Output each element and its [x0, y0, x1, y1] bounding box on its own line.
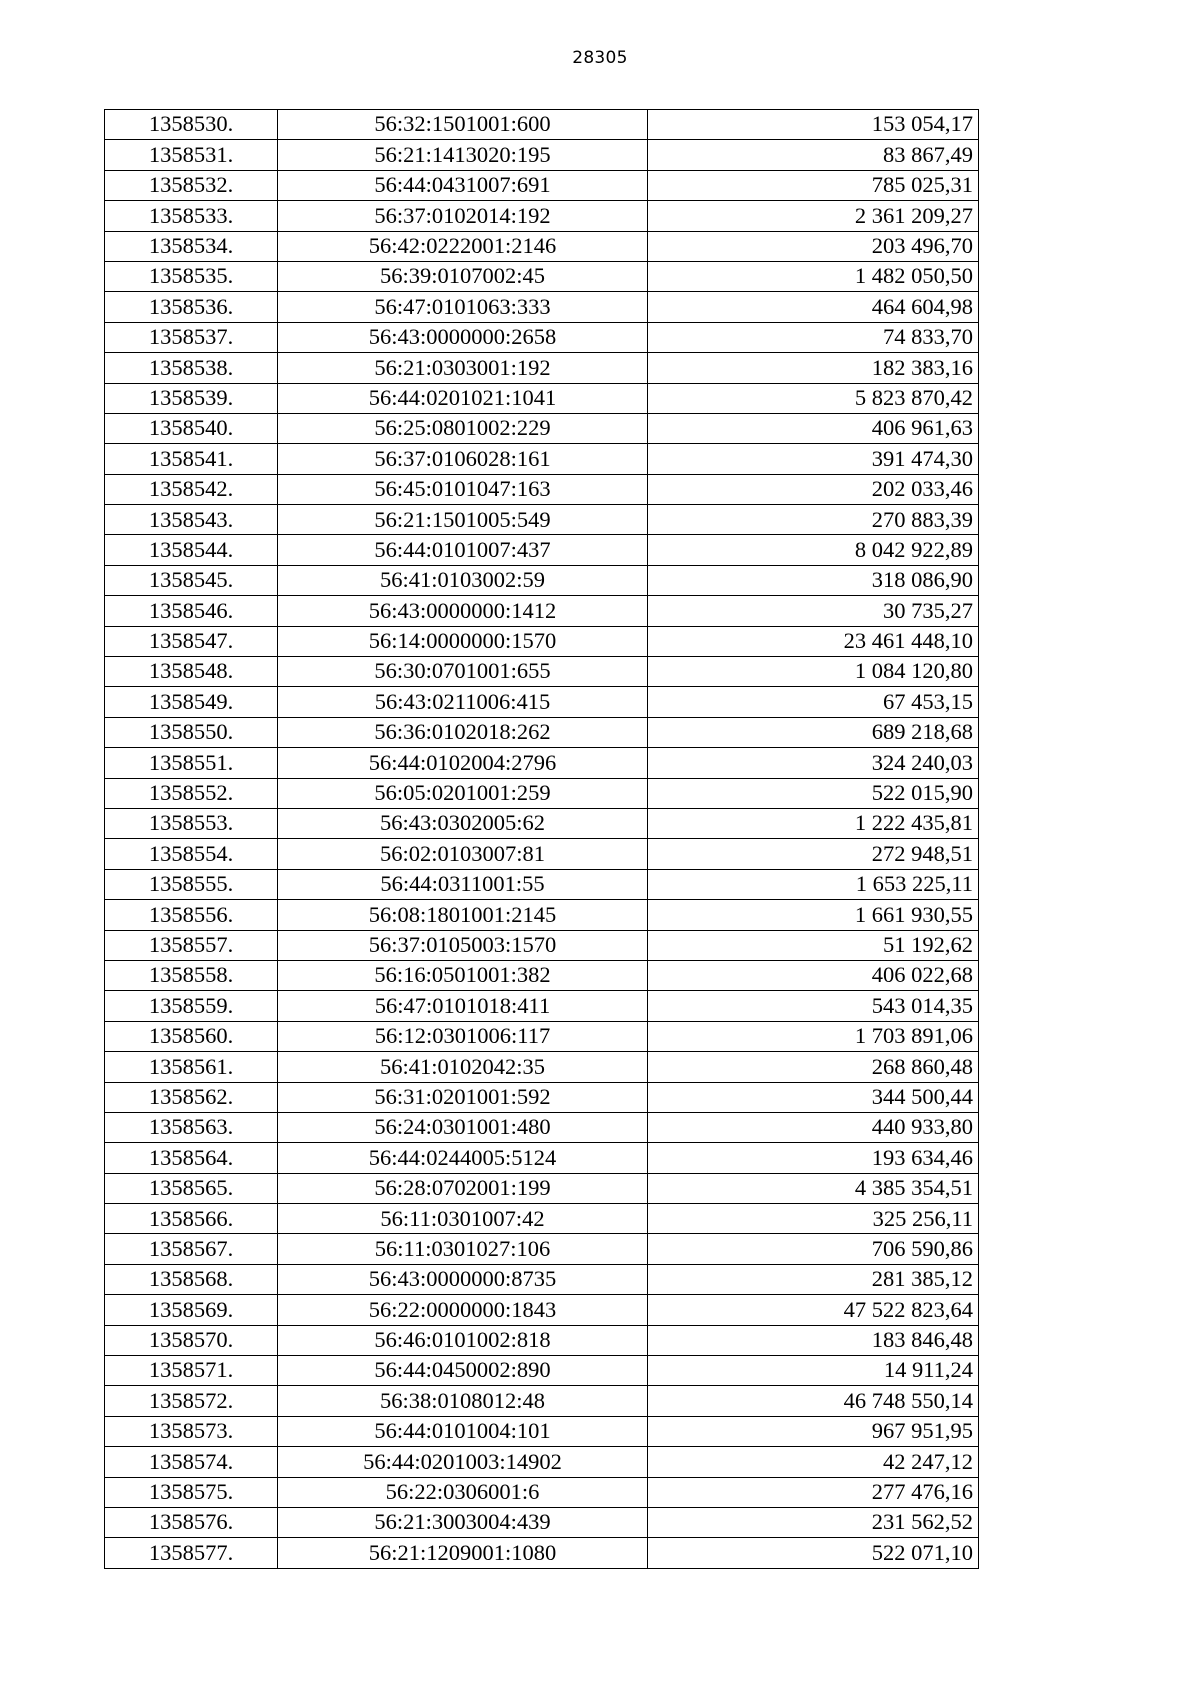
cadastral-value-cell: 706 590,86 — [648, 1234, 979, 1264]
table-row — [105, 1234, 979, 1264]
table-row — [105, 565, 979, 595]
row-number-cell: 1358546. — [105, 596, 278, 626]
cadastral-number-cell: 56:14:0000000:1570 — [278, 626, 648, 656]
cadastral-number-cell: 56:21:1209001:1080 — [278, 1538, 648, 1568]
cadastral-number-cell: 56:32:1501001:600 — [278, 110, 648, 140]
row-number-cell: 1358576. — [105, 1507, 278, 1537]
cadastral-value-cell: 522 015,90 — [648, 778, 979, 808]
row-number-cell: 1358545. — [105, 565, 278, 595]
cadastral-number-cell: 56:11:0301007:42 — [278, 1204, 648, 1234]
cadastral-value-cell: 689 218,68 — [648, 717, 979, 747]
row-number-cell: 1358533. — [105, 201, 278, 231]
row-number-cell: 1358571. — [105, 1356, 278, 1386]
row-number-cell: 1358563. — [105, 1112, 278, 1142]
row-number-cell: 1358573. — [105, 1416, 278, 1446]
row-number-cell: 1358554. — [105, 839, 278, 869]
row-number-cell: 1358536. — [105, 292, 278, 322]
cadastral-number-cell: 56:46:0101002:818 — [278, 1325, 648, 1355]
cadastral-value-cell: 406 022,68 — [648, 960, 979, 990]
cadastral-number-cell: 56:38:0108012:48 — [278, 1386, 648, 1416]
table-row — [105, 413, 979, 443]
cadastral-value-cell: 203 496,70 — [648, 231, 979, 261]
cadastral-number-cell: 56:31:0201001:592 — [278, 1082, 648, 1112]
table-row — [105, 1264, 979, 1294]
row-number-cell: 1358559. — [105, 991, 278, 1021]
row-number-cell: 1358532. — [105, 170, 278, 200]
cadastral-value-cell: 46 748 550,14 — [648, 1386, 979, 1416]
table-row — [105, 900, 979, 930]
table-row — [105, 1477, 979, 1507]
row-number-cell: 1358540. — [105, 413, 278, 443]
row-number-cell: 1358562. — [105, 1082, 278, 1112]
cadastral-number-cell: 56:44:0201021:1041 — [278, 383, 648, 413]
cadastral-number-cell: 56:44:0101004:101 — [278, 1416, 648, 1446]
cadastral-value-cell: 344 500,44 — [648, 1082, 979, 1112]
cadastral-number-cell: 56:43:0000000:1412 — [278, 596, 648, 626]
table-row — [105, 626, 979, 656]
row-number-cell: 1358569. — [105, 1295, 278, 1325]
cadastral-value-cell: 2 361 209,27 — [648, 201, 979, 231]
row-number-cell: 1358531. — [105, 140, 278, 170]
row-number-cell: 1358541. — [105, 444, 278, 474]
cadastral-number-cell: 56:05:0201001:259 — [278, 778, 648, 808]
row-number-cell: 1358574. — [105, 1447, 278, 1477]
cadastral-value-cell: 67 453,15 — [648, 687, 979, 717]
row-number-cell: 1358530. — [105, 110, 278, 140]
row-number-cell: 1358547. — [105, 626, 278, 656]
row-number-cell: 1358556. — [105, 900, 278, 930]
row-number-cell: 1358544. — [105, 535, 278, 565]
table-row — [105, 869, 979, 899]
cadastral-number-cell: 56:41:0102042:35 — [278, 1052, 648, 1082]
cadastral-number-cell: 56:21:1413020:195 — [278, 140, 648, 170]
row-number-cell: 1358535. — [105, 261, 278, 291]
cadastral-value-cell: 543 014,35 — [648, 991, 979, 1021]
table-row — [105, 1416, 979, 1446]
row-number-cell: 1358577. — [105, 1538, 278, 1568]
cadastral-value-cell: 51 192,62 — [648, 930, 979, 960]
cadastral-number-cell: 56:37:0106028:161 — [278, 444, 648, 474]
cadastral-number-cell: 56:30:0701001:655 — [278, 657, 648, 687]
cadastral-value-cell: 281 385,12 — [648, 1264, 979, 1294]
cadastral-number-cell: 56:43:0211006:415 — [278, 687, 648, 717]
table-row — [105, 1021, 979, 1051]
cadastral-number-cell: 56:45:0101047:163 — [278, 474, 648, 504]
table-row — [105, 201, 979, 231]
row-number-cell: 1358564. — [105, 1143, 278, 1173]
cadastral-value-cell: 231 562,52 — [648, 1507, 979, 1537]
table-row — [105, 991, 979, 1021]
cadastral-number-cell: 56:37:0105003:1570 — [278, 930, 648, 960]
row-number-cell: 1358567. — [105, 1234, 278, 1264]
table-row — [105, 1204, 979, 1234]
table-row — [105, 292, 979, 322]
row-number-cell: 1358570. — [105, 1325, 278, 1355]
cadastral-number-cell: 56:36:0102018:262 — [278, 717, 648, 747]
row-number-cell: 1358550. — [105, 717, 278, 747]
cadastral-number-cell: 56:44:0450002:890 — [278, 1356, 648, 1386]
row-number-cell: 1358534. — [105, 231, 278, 261]
table-row — [105, 778, 979, 808]
row-number-cell: 1358553. — [105, 808, 278, 838]
cadastral-value-cell: 318 086,90 — [648, 565, 979, 595]
table-row — [105, 535, 979, 565]
row-number-cell: 1358551. — [105, 748, 278, 778]
cadastral-value-cell: 1 482 050,50 — [648, 261, 979, 291]
cadastral-value-cell: 270 883,39 — [648, 505, 979, 535]
cadastral-value-cell: 1 222 435,81 — [648, 808, 979, 838]
table-row — [105, 1082, 979, 1112]
table-row — [105, 474, 979, 504]
table-row — [105, 140, 979, 170]
cadastral-number-cell: 56:22:0000000:1843 — [278, 1295, 648, 1325]
cadastral-value-cell: 1 084 120,80 — [648, 657, 979, 687]
row-number-cell: 1358568. — [105, 1264, 278, 1294]
row-number-cell: 1358538. — [105, 353, 278, 383]
cadastral-value-cell: 522 071,10 — [648, 1538, 979, 1568]
table-row — [105, 1325, 979, 1355]
table-row — [105, 748, 979, 778]
row-number-cell: 1358555. — [105, 869, 278, 899]
row-number-cell: 1358542. — [105, 474, 278, 504]
row-number-cell: 1358572. — [105, 1386, 278, 1416]
cadastral-value-cell: 391 474,30 — [648, 444, 979, 474]
table-row — [105, 444, 979, 474]
cadastral-number-cell: 56:21:1501005:549 — [278, 505, 648, 535]
cadastral-number-cell: 56:47:0101063:333 — [278, 292, 648, 322]
row-number-cell: 1358539. — [105, 383, 278, 413]
cadastral-value-cell: 406 961,63 — [648, 413, 979, 443]
row-number-cell: 1358575. — [105, 1477, 278, 1507]
cadastral-value-cell: 277 476,16 — [648, 1477, 979, 1507]
table-row — [105, 353, 979, 383]
row-number-cell: 1358558. — [105, 960, 278, 990]
cadastral-value-cell: 324 240,03 — [648, 748, 979, 778]
cadastral-value-cell: 464 604,98 — [648, 292, 979, 322]
cadastral-value-cell: 1 653 225,11 — [648, 869, 979, 899]
cadastral-number-cell: 56:43:0000000:2658 — [278, 322, 648, 352]
table-row — [105, 110, 979, 140]
table-row — [105, 930, 979, 960]
cadastral-number-cell: 56:43:0302005:62 — [278, 808, 648, 838]
table-row — [105, 1143, 979, 1173]
cadastral-number-cell: 56:16:0501001:382 — [278, 960, 648, 990]
cadastral-value-cell: 5 823 870,42 — [648, 383, 979, 413]
table-row — [105, 839, 979, 869]
cadastral-value-cell: 8 042 922,89 — [648, 535, 979, 565]
cadastral-value-cell: 23 461 448,10 — [648, 626, 979, 656]
table-row — [105, 1507, 979, 1537]
cadastral-number-cell: 56:41:0103002:59 — [278, 565, 648, 595]
row-number-cell: 1358560. — [105, 1021, 278, 1051]
cadastral-number-cell: 56:44:0101007:437 — [278, 535, 648, 565]
cadastral-number-cell: 56:39:0107002:45 — [278, 261, 648, 291]
table-row — [105, 1295, 979, 1325]
cadastral-number-cell: 56:22:0306001:6 — [278, 1477, 648, 1507]
row-number-cell: 1358543. — [105, 505, 278, 535]
table-row — [105, 505, 979, 535]
row-number-cell: 1358552. — [105, 778, 278, 808]
cadastral-number-cell: 56:11:0301027:106 — [278, 1234, 648, 1264]
row-number-cell: 1358565. — [105, 1173, 278, 1203]
cadastral-value-cell: 47 522 823,64 — [648, 1295, 979, 1325]
cadastral-value-cell: 272 948,51 — [648, 839, 979, 869]
cadastral-number-cell: 56:21:3003004:439 — [278, 1507, 648, 1537]
table-row — [105, 1052, 979, 1082]
cadastral-number-cell: 56:44:0102004:2796 — [278, 748, 648, 778]
cadastral-value-cell: 1 703 891,06 — [648, 1021, 979, 1051]
row-number-cell: 1358549. — [105, 687, 278, 717]
cadastral-value-cell: 268 860,48 — [648, 1052, 979, 1082]
table-row — [105, 808, 979, 838]
cadastral-number-cell: 56:08:1801001:2145 — [278, 900, 648, 930]
cadastral-number-cell: 56:24:0301001:480 — [278, 1112, 648, 1142]
table-row — [105, 1173, 979, 1203]
registry-table — [104, 109, 979, 1569]
cadastral-value-cell: 30 735,27 — [648, 596, 979, 626]
cadastral-number-cell: 56:12:0301006:117 — [278, 1021, 648, 1051]
cadastral-value-cell: 14 911,24 — [648, 1356, 979, 1386]
cadastral-value-cell: 153 054,17 — [648, 110, 979, 140]
cadastral-number-cell: 56:37:0102014:192 — [278, 201, 648, 231]
table-row — [105, 1356, 979, 1386]
row-number-cell: 1358566. — [105, 1204, 278, 1234]
table-row — [105, 687, 979, 717]
table-row — [105, 261, 979, 291]
table-row — [105, 960, 979, 990]
cadastral-value-cell: 74 833,70 — [648, 322, 979, 352]
cadastral-number-cell: 56:44:0201003:14902 — [278, 1447, 648, 1477]
table-row — [105, 170, 979, 200]
cadastral-value-cell: 182 383,16 — [648, 353, 979, 383]
cadastral-value-cell: 785 025,31 — [648, 170, 979, 200]
table-row — [105, 1447, 979, 1477]
cadastral-number-cell: 56:44:0431007:691 — [278, 170, 648, 200]
cadastral-value-cell: 325 256,11 — [648, 1204, 979, 1234]
cadastral-value-cell: 193 634,46 — [648, 1143, 979, 1173]
cadastral-number-cell: 56:43:0000000:8735 — [278, 1264, 648, 1294]
table-row — [105, 596, 979, 626]
table-row — [105, 383, 979, 413]
registry-table-body — [105, 110, 979, 1569]
page-number: 28305 — [572, 48, 628, 68]
row-number-cell: 1358548. — [105, 657, 278, 687]
table-row — [105, 657, 979, 687]
table-row — [105, 231, 979, 261]
cadastral-number-cell: 56:28:0702001:199 — [278, 1173, 648, 1203]
table-row — [105, 717, 979, 747]
cadastral-value-cell: 42 247,12 — [648, 1447, 979, 1477]
cadastral-number-cell: 56:25:0801002:229 — [278, 413, 648, 443]
cadastral-value-cell: 440 933,80 — [648, 1112, 979, 1142]
table-row — [105, 1538, 979, 1568]
cadastral-number-cell: 56:47:0101018:411 — [278, 991, 648, 1021]
cadastral-value-cell: 4 385 354,51 — [648, 1173, 979, 1203]
table-row — [105, 1112, 979, 1142]
row-number-cell: 1358561. — [105, 1052, 278, 1082]
table-row — [105, 322, 979, 352]
cadastral-number-cell: 56:21:0303001:192 — [278, 353, 648, 383]
cadastral-number-cell: 56:44:0311001:55 — [278, 869, 648, 899]
cadastral-value-cell: 967 951,95 — [648, 1416, 979, 1446]
cadastral-number-cell: 56:42:0222001:2146 — [278, 231, 648, 261]
cadastral-value-cell: 83 867,49 — [648, 140, 979, 170]
cadastral-value-cell: 1 661 930,55 — [648, 900, 979, 930]
row-number-cell: 1358557. — [105, 930, 278, 960]
cadastral-value-cell: 202 033,46 — [648, 474, 979, 504]
cadastral-number-cell: 56:44:0244005:5124 — [278, 1143, 648, 1173]
row-number-cell: 1358537. — [105, 322, 278, 352]
cadastral-value-cell: 183 846,48 — [648, 1325, 979, 1355]
cadastral-number-cell: 56:02:0103007:81 — [278, 839, 648, 869]
table-row — [105, 1386, 979, 1416]
